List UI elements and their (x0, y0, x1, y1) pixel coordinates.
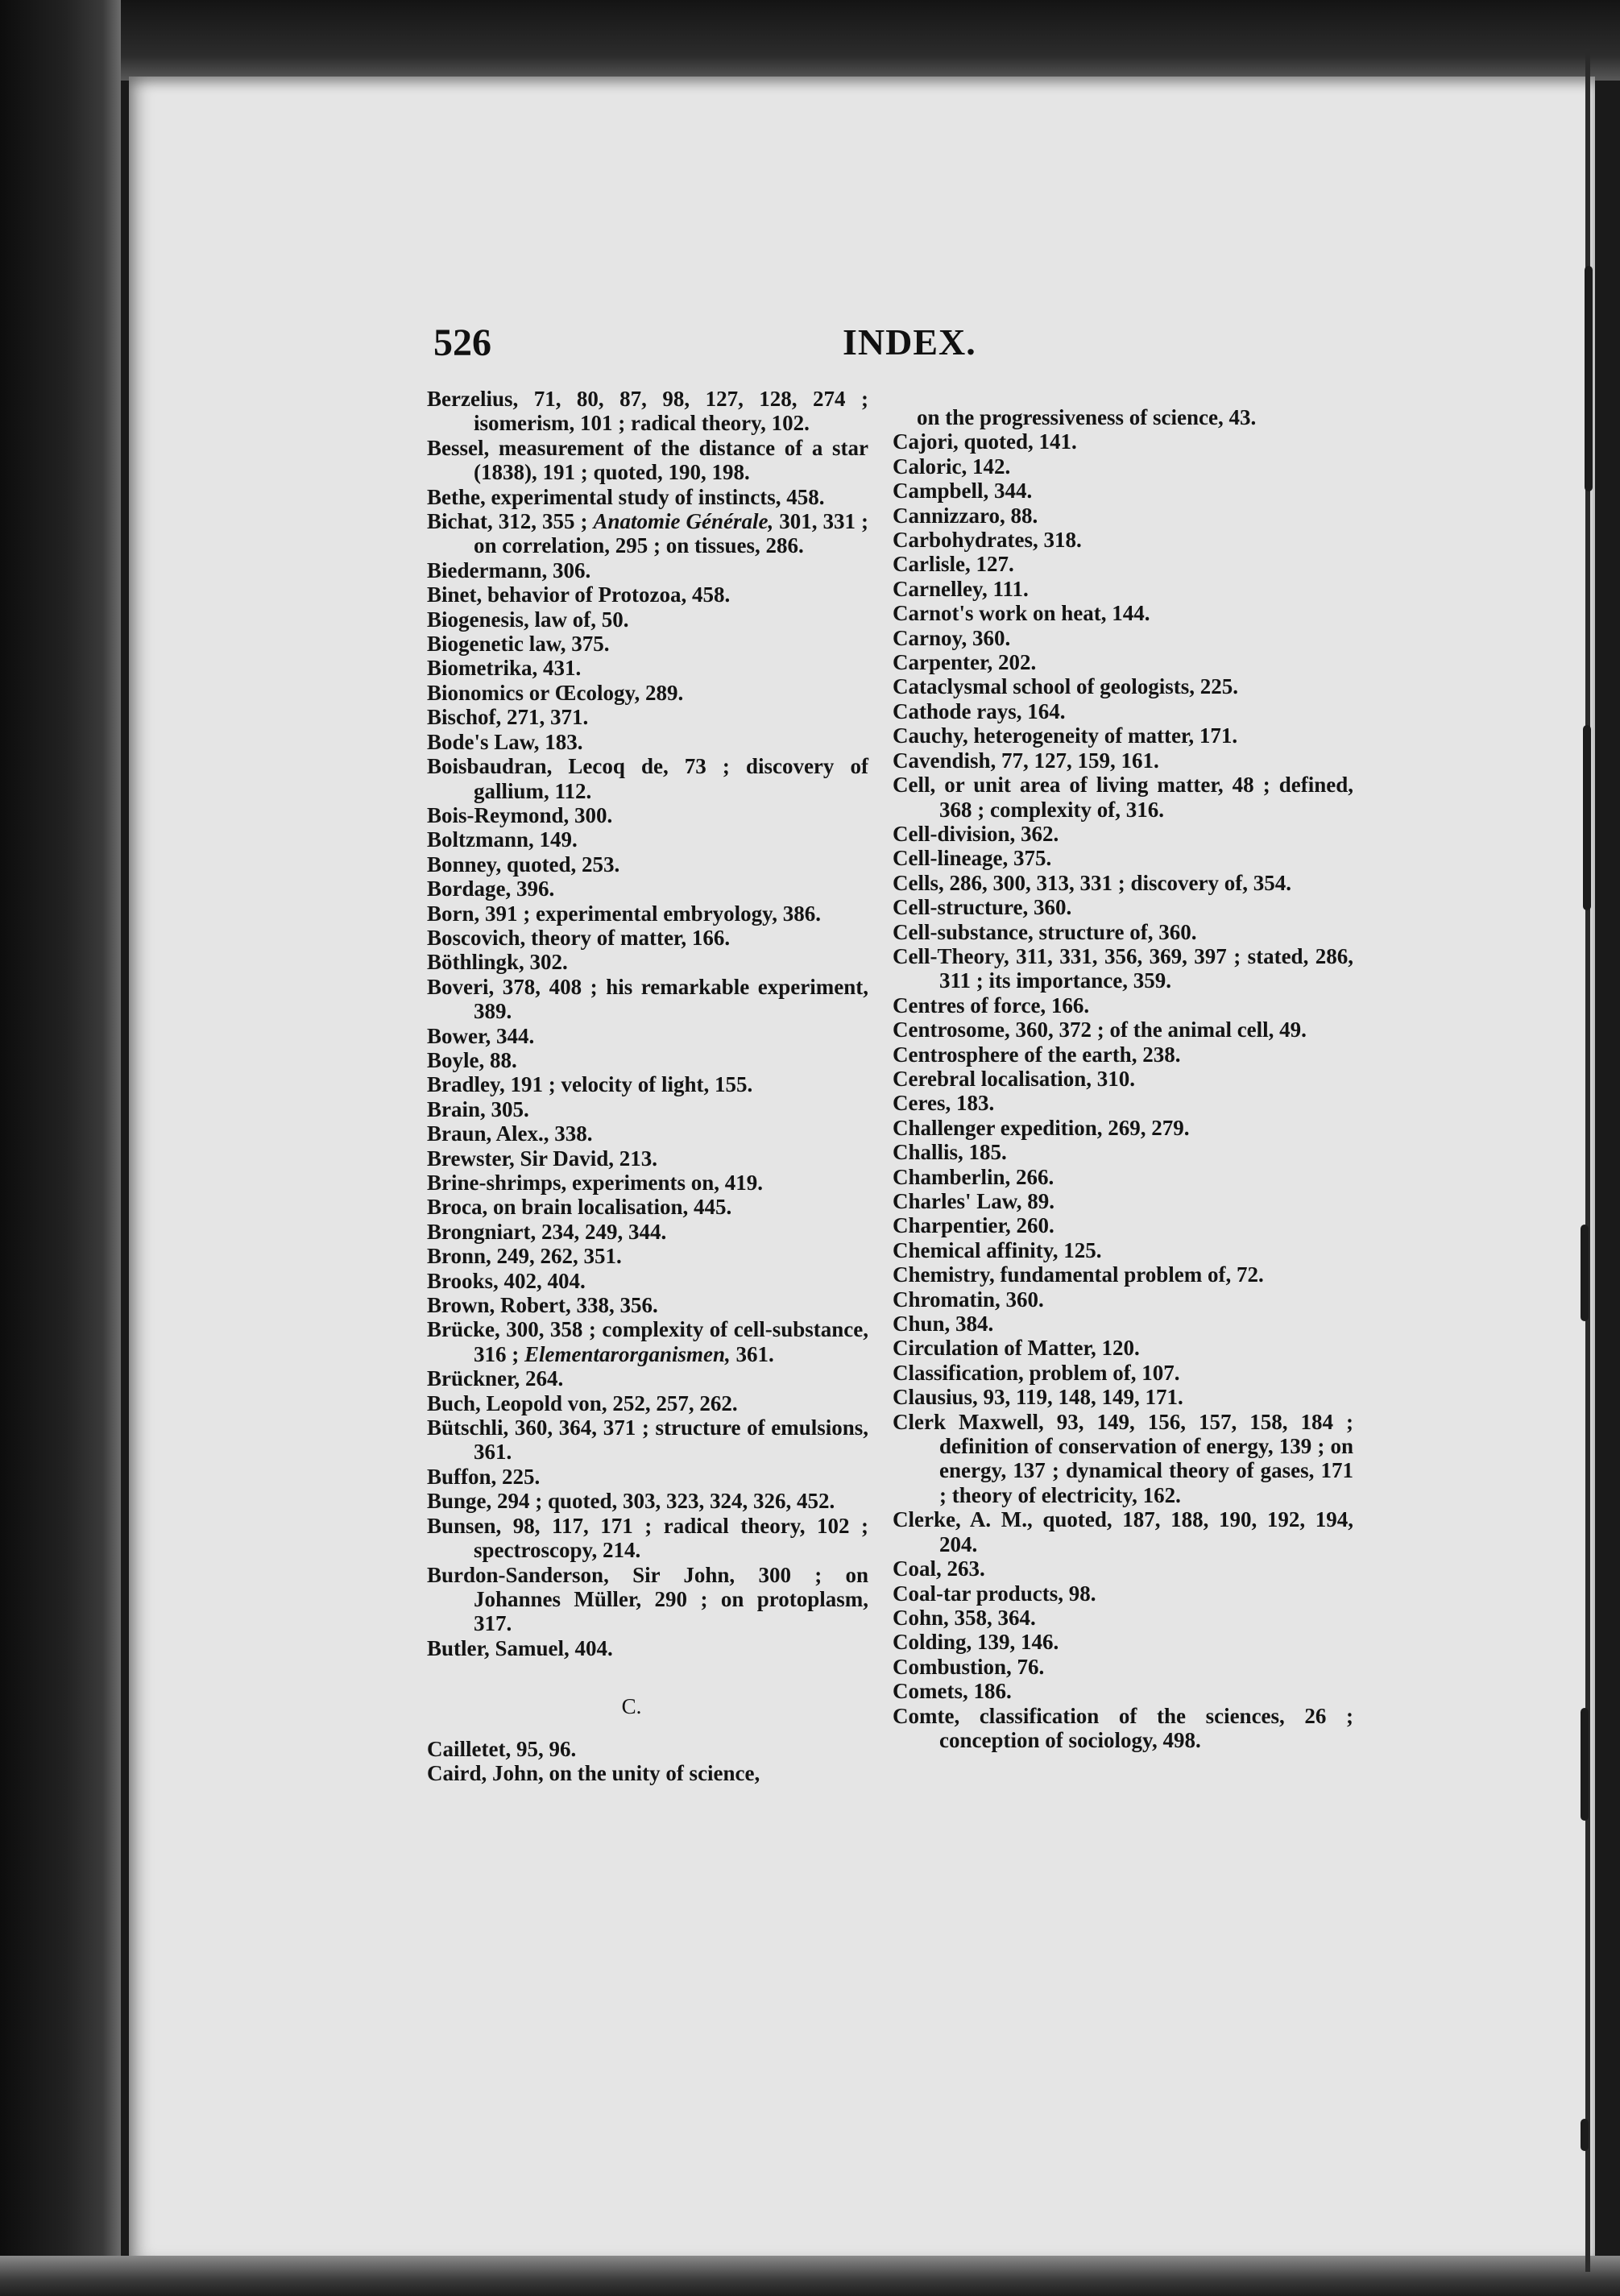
index-entry-text: Cohn, 358, 364. (893, 1605, 1036, 1630)
index-entry (427, 436, 868, 485)
index-entry-text: Cell, or unit area of living matter, 48 ; defined, 368 ; complexity of, 316. (893, 773, 1353, 822)
index-entry (893, 1067, 1353, 1091)
index-entry (893, 504, 1353, 528)
index-entry (893, 552, 1353, 576)
index-entry (893, 920, 1353, 944)
index-entry (893, 1361, 1353, 1385)
index-entry (893, 1042, 1353, 1067)
index-entry-text: Boscovich, theory of matter, 166. (427, 925, 731, 950)
index-entry (427, 926, 868, 950)
index-entry (893, 846, 1353, 870)
index-entry-text: Bütschli, 360, 364, 371 ; structure of emulsions, 361. (427, 1415, 868, 1465)
edge-mark (1581, 2119, 1589, 2151)
index-entry (427, 754, 868, 803)
edge-mark (1585, 266, 1593, 491)
index-entry-text: Centrosome, 360, 372 ; of the animal cell, 49. (893, 1017, 1307, 1042)
index-entry-text: Bode's Law, 183. (427, 729, 583, 754)
index-entry-text: Butler, Samuel, 404. (427, 1635, 613, 1660)
index-entry (893, 1679, 1353, 1703)
index-entry-text: Charpentier, 260. (893, 1213, 1054, 1238)
index-entry-text: Coal, 263. (893, 1556, 985, 1581)
index-entry-text: Bunsen, 98, 117, 171 ; radical theory, 102 ; spectroscopy, 214. (427, 1513, 868, 1563)
index-entry-text: Brücke, 300, 358 ; complexity of cell-substance, 316 ; (427, 1317, 868, 1366)
index-entry (427, 1121, 868, 1146)
index-entry (893, 1213, 1353, 1237)
index-entry (427, 1146, 868, 1171)
index-entry (893, 699, 1353, 723)
index-entry (893, 1165, 1353, 1189)
index-entry-text: Carnot's work on heat, 144. (893, 601, 1150, 626)
edge-mark (1581, 1708, 1589, 1821)
index-entry-text: Boisbaudran, Lecoq de, 73 ; discovery of gallium, 112. (427, 754, 868, 803)
index-entry-text: Bonney, quoted, 253. (427, 852, 620, 877)
index-entry-text: Bois-Reymond, 300. (427, 802, 613, 827)
index-entry-text: Berzelius, 71, 80, 87, 98, 127, 128, 274 ; isomerism, 101 ; radical theory, 102. (427, 387, 868, 436)
index-entry-text: Classification, problem of, 107. (893, 1360, 1180, 1385)
index-entry (427, 1293, 868, 1317)
index-entry (427, 1269, 868, 1293)
index-entry (893, 1655, 1353, 1679)
index-entry (427, 558, 868, 582)
index-entry (893, 1556, 1353, 1581)
index-entry (893, 895, 1353, 919)
index-entry-text: Buch, Leopold von, 252, 257, 262. (427, 1390, 738, 1415)
index-entry-text: Caird, John, on the unity of science, (427, 1760, 760, 1785)
index-entry-text: Circulation of Matter, 120. (893, 1336, 1140, 1361)
index-entry (893, 479, 1353, 503)
index-entry (427, 730, 868, 754)
index-entry-continuation (893, 405, 1353, 429)
index-entry-text: Coal-tar products, 98. (893, 1581, 1096, 1606)
index-entry-text: Campbell, 344. (893, 479, 1033, 504)
index-entry-text: Biogenesis, law of, 50. (427, 607, 629, 632)
index-entry (427, 1415, 868, 1465)
index-entry-text: Burdon-Sanderson, Sir John, 300 ; on Johannes Müller, 290 ; on protoplasm, 317. (427, 1562, 868, 1636)
index-entry-text: Brain, 305. (427, 1096, 529, 1121)
index-entry (893, 1410, 1353, 1508)
index-entry (427, 1737, 868, 1761)
index-entry (427, 1563, 868, 1636)
index-entry (893, 1581, 1353, 1606)
index-entry-text: Brewster, Sir David, 213. (427, 1146, 658, 1171)
index-entry (427, 827, 868, 852)
index-entry-text: Buffon, 225. (427, 1464, 541, 1489)
index-entry-text: Bunge, 294 ; quoted, 303, 323, 324, 326, 452. (427, 1489, 835, 1514)
index-entry (893, 674, 1353, 698)
page-number: 526 (433, 321, 491, 364)
index-entry-text: Bronn, 249, 262, 351. (427, 1244, 622, 1269)
index-entry-text: Comets, 186. (893, 1679, 1012, 1704)
index-entry (427, 950, 868, 974)
index-entry (427, 607, 868, 632)
index-entry (893, 1704, 1353, 1753)
index-entry (893, 773, 1353, 822)
index-entry-text: Cell-Theory, 311, 331, 356, 369, 397 ; stated, 286, 311 ; its importance, 359. (893, 943, 1353, 993)
index-entry (427, 1171, 868, 1195)
index-entry-text: Binet, behavior of Protozoa, 458. (427, 582, 731, 607)
index-entry-text: Clausius, 93, 119, 148, 149, 171. (893, 1385, 1183, 1410)
index-entry (427, 1514, 868, 1563)
index-entry (427, 1317, 868, 1366)
index-entry-text: Comte, classification of the sciences, 26 ; conception of sociology, 498. (893, 1703, 1353, 1752)
index-entry (427, 387, 868, 436)
index-entry-text: Ceres, 183. (893, 1091, 995, 1116)
index-entry-text: Cajori, quoted, 141. (893, 429, 1077, 454)
index-entry-italic-title: Anatomie Générale, (593, 509, 774, 534)
section-letter-c: C. (621, 1694, 642, 1719)
index-entry-text: Clerk Maxwell, 93, 149, 156, 157, 158, 184 ; definition of conservation of energy, 139 ; on energy, 137 ; dynamical theory of gases, 171 ; theory of electricity, 162. (893, 1409, 1353, 1507)
index-entry-text: Clerke, A. M., quoted, 187, 188, 190, 192, 194, 204. (893, 1507, 1353, 1556)
index-entry (427, 877, 868, 901)
index-entry-text: Brongniart, 234, 249, 344. (427, 1219, 667, 1244)
index-entry-text: Carnelley, 111. (893, 576, 1029, 601)
index-entry (427, 705, 868, 729)
index-entry (893, 626, 1353, 650)
index-entry (893, 1287, 1353, 1312)
index-entry-text: Cells, 286, 300, 313, 331 ; discovery of, 354. (893, 870, 1291, 895)
index-entry (893, 1385, 1353, 1409)
index-entry (893, 1091, 1353, 1115)
index-entry-text: Bradley, 191 ; velocity of light, 155. (427, 1072, 753, 1097)
index-entry-text: Chemical affinity, 125. (893, 1237, 1102, 1262)
index-entry-text: Cailletet, 95, 96. (427, 1736, 577, 1761)
index-entry (893, 723, 1353, 748)
edge-mark (1581, 1225, 1589, 1321)
index-entry-text: Bischof, 271, 371. (427, 705, 589, 730)
index-entry (427, 1048, 868, 1072)
index-entry-text: Bichat, 312, 355 ; (427, 509, 588, 534)
index-entry-text: Charles' Law, 89. (893, 1189, 1055, 1213)
index-entry (893, 822, 1353, 846)
index-entry-text: Cell-lineage, 375. (893, 846, 1052, 871)
index-entry-text: Centrosphere of the earth, 238. (893, 1042, 1181, 1067)
index-entry-text: Brown, Robert, 338, 356. (427, 1293, 658, 1318)
scan-top-border (0, 0, 1620, 81)
index-entry-text: on the progressiveness of science, 43. (917, 405, 1257, 429)
index-entry (427, 582, 868, 607)
index-entry (893, 1606, 1353, 1630)
index-entry-text: Bower, 344. (427, 1023, 535, 1048)
index-column-right (893, 405, 1353, 1752)
index-entry (427, 975, 868, 1024)
edge-mark (1583, 725, 1591, 910)
index-entry (427, 1220, 868, 1244)
index-entry (427, 632, 868, 656)
index-entry-text: Challenger expedition, 269, 279. (893, 1115, 1190, 1140)
index-entry (427, 1489, 868, 1513)
index-entry-text: Böthlingk, 302. (427, 950, 568, 975)
index-entry (427, 1024, 868, 1048)
index-entry-text: Brückner, 264. (427, 1366, 564, 1391)
index-entry (893, 1507, 1353, 1556)
index-entry-text: Boltzmann, 149. (427, 827, 578, 852)
index-entry-text: Bionomics or Œcology, 289. (427, 680, 684, 705)
index-entry-text: Cathode rays, 164. (893, 698, 1066, 723)
index-entry (893, 429, 1353, 454)
index-entry-text: Caloric, 142. (893, 454, 1011, 479)
index-entry (893, 1017, 1353, 1042)
index-entry (427, 1244, 868, 1268)
index-entry (893, 871, 1353, 895)
index-entry-text-rest: 361. (730, 1341, 774, 1366)
index-entry (427, 1636, 868, 1660)
index-entry (427, 1761, 868, 1785)
index-entry (427, 485, 868, 509)
index-entry (893, 1630, 1353, 1654)
index-entry (893, 1116, 1353, 1140)
index-entry (893, 1238, 1353, 1262)
index-entry-text: Biedermann, 306. (427, 557, 591, 582)
index-entry-italic-title: Elementarorganismen, (524, 1341, 731, 1366)
index-entry (893, 1312, 1353, 1336)
index-entry-text: Cannizzaro, 88. (893, 503, 1038, 528)
index-entry (893, 528, 1353, 552)
index-entry-text: Bethe, experimental study of instincts, 458. (427, 484, 825, 509)
index-entry-text: Carbohydrates, 318. (893, 528, 1082, 553)
index-entry-text: Brine-shrimps, experiments on, 419. (427, 1171, 763, 1195)
index-entry-text: Combustion, 76. (893, 1654, 1045, 1679)
index-entry-text: Bordage, 396. (427, 877, 555, 901)
index-entry-text: Cerebral localisation, 310. (893, 1066, 1135, 1091)
index-entry (893, 454, 1353, 479)
index-entry-text: Centres of force, 166. (893, 993, 1090, 1017)
index-column-left (427, 387, 868, 1785)
index-entry-text: Biogenetic law, 375. (427, 632, 610, 657)
index-entry-text: Chromatin, 360. (893, 1287, 1044, 1312)
running-head: INDEX. (843, 321, 976, 363)
scan-bottom-border (0, 2256, 1620, 2296)
index-entry (893, 1262, 1353, 1287)
index-entry (893, 601, 1353, 625)
index-entry (427, 901, 868, 926)
index-entry-text: Cauchy, heterogeneity of matter, 171. (893, 723, 1238, 748)
index-entry-text: Carnoy, 360. (893, 625, 1011, 650)
index-entry-text-rest: 301, 331 ; on correlation, 295 ; on tissues, 286. (474, 509, 868, 558)
scan-left-border (0, 0, 121, 2296)
index-entry-text: Boyle, 88. (427, 1047, 517, 1072)
index-entry-text: Boveri, 378, 408 ; his remarkable experiment, 389. (427, 974, 868, 1024)
index-entry (427, 852, 868, 877)
index-entry-text: Carlisle, 127. (893, 552, 1014, 577)
index-entry (893, 650, 1353, 674)
index-entry (427, 1072, 868, 1096)
index-entry-text: Biometrika, 431. (427, 656, 582, 681)
index-entry-text: Cell-substance, structure of, 360. (893, 919, 1197, 944)
index-entry (893, 944, 1353, 993)
index-entry (893, 993, 1353, 1017)
index-entry (893, 577, 1353, 601)
index-entry-text: Braun, Alex., 338. (427, 1121, 593, 1146)
index-entry-text: Carpenter, 202. (893, 650, 1037, 675)
index-entry (427, 1391, 868, 1415)
index-entry (427, 1195, 868, 1219)
index-entry-text: Chemistry, fundamental problem of, 72. (893, 1262, 1264, 1287)
index-entry-text: Cell-division, 362. (893, 821, 1059, 846)
index-entry-text: Challis, 185. (893, 1140, 1007, 1165)
index-entry (893, 1189, 1353, 1213)
index-entry-text: Cataclysmal school of geologists, 225. (893, 674, 1238, 699)
index-entry-text: Brooks, 402, 404. (427, 1268, 586, 1293)
index-entry-text: Bessel, measurement of the distance of a star (1838), 191 ; quoted, 190, 198. (427, 435, 868, 485)
index-entry (427, 1366, 868, 1390)
index-entry-text: Cavendish, 77, 127, 159, 161. (893, 748, 1159, 773)
index-entry-text: Chamberlin, 266. (893, 1164, 1054, 1189)
index-entry (427, 803, 868, 827)
index-entry-text: Born, 391 ; experimental embryology, 386. (427, 901, 821, 926)
index-entry (427, 509, 868, 558)
index-entry-text: Chun, 384. (893, 1312, 994, 1337)
index-entry (427, 1097, 868, 1121)
index-entry-text: Cell-structure, 360. (893, 895, 1072, 920)
index-entry (427, 1465, 868, 1489)
index-entry (893, 1140, 1353, 1164)
index-entry (427, 681, 868, 705)
index-entry (427, 656, 868, 680)
index-entry (893, 748, 1353, 773)
index-entry (893, 1336, 1353, 1360)
index-entry-text: Colding, 139, 146. (893, 1630, 1059, 1655)
index-entry-text: Broca, on brain localisation, 445. (427, 1195, 732, 1220)
